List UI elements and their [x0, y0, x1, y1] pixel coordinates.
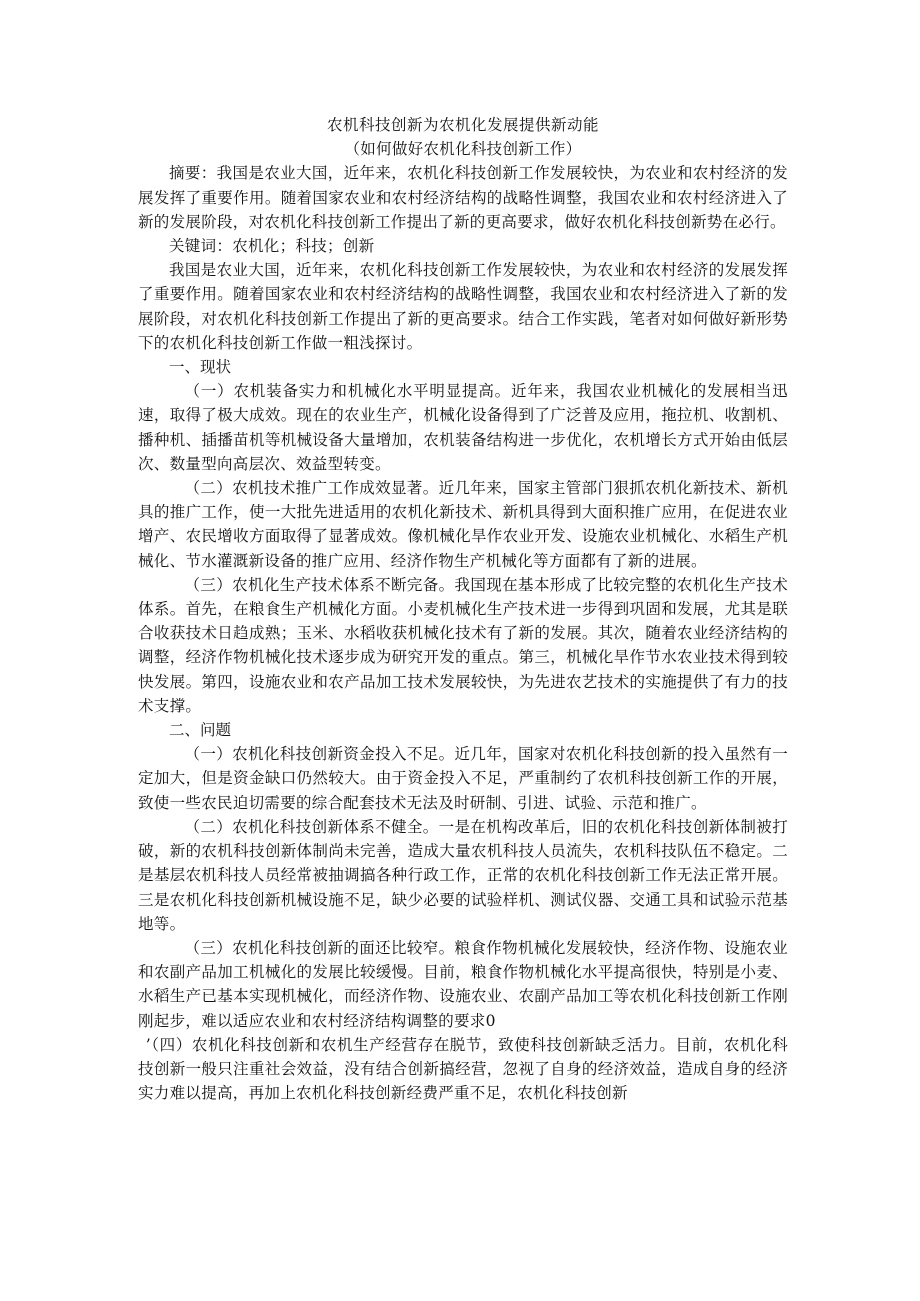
- document-title: 农机科技创新为农机化发展提供新动能: [326, 116, 599, 134]
- section-heading-status: 一、现状: [169, 358, 232, 377]
- section-heading-problems: 二、问题: [169, 721, 232, 740]
- status-item-1: （一）农机装备实力和机械化水平明显提高。近年来，我国农业机械化的发展相当迅速，取得了极大成效。现在的农业生产，机械化设备得到了广泛普及应用，拖拉机、收割机、播种机、插播苗机等机械设备大量增加，农机装备结构进一步优化，农机增长方式开始由低层次、数量型向高层次、效益型转变。: [138, 382, 788, 473]
- document-subtitle: （如何做好农机化科技创新工作）: [344, 140, 582, 159]
- status-item-3: （三）农机化生产技术体系不断完备。我国现在基本形成了比较完整的农机化生产技术体系。首先，在粮食生产机械化方面。小麦机械化生产技术进一步得到巩固和发展，尤其是联合收获技术日趋成熟；玉米、水稻收获机械化技术有了新的发展。其次，随着农业经济结构的调整，经济作物机械化技术逐步成为研究开发的重点。第三，机械化旱作节水农业技术得到较快发展。第四，设施农业和农产品加工技术发展较快，为先进农艺技术的实施提供了有力的技术支撑。: [138, 575, 788, 715]
- problem-item-2: （二）农机化科技创新体系不健全。一是在机构改革后，旧的农机化科技创新体制被打破，新的农机科技创新体制尚未完善，造成大量农机科技人员流失，农机科技队伍不稳定。二是基层农机科技人员经常被抽调搞各种行政工作，正常的农机化科技创新工作无法正常开展。三是农机化科技创新机械设施不足，缺少必要的试验样机、测试仪器、交通工具和试验示范基地等。: [138, 817, 788, 933]
- problem-item-4: ’（四）农机化科技创新和农机生产经营存在脱节，致使科技创新缺乏活力。目前，农机化科技创新一般只注重社会效益，没有结合创新搞经营，忽视了自身的经济效益，造成自身的经济实力难以提高，再加上农机化科技创新经费严重不足，农机化科技创新: [138, 1035, 788, 1103]
- problem-item-1: （一）农机化科技创新资金投入不足。近几年，国家对农机化科技创新的投入虽然有一定加大，但是资金缺口仍然较大。由于资金投入不足，严重制约了农机科技创新工作的开展，致使一些农民迫切需要的综合配套技术无法及时研制、引进、试验、示范和推广。: [138, 745, 788, 812]
- abstract-paragraph: 摘要：我国是农业大国，近年来，农机化科技创新工作发展较快，为农业和农村经济的发展发挥了重要作用。随着国家农业和农村经济结构的战略性调整，我国农业和农村经济进入了新的发展阶段，对农机化科技创新工作提出了新的更高要求，做好农机化科技创新势在必行。: [138, 164, 788, 231]
- document-body: [138, 113, 788, 1105]
- keywords-line: 关键词：农机化；科技；创新: [169, 237, 375, 256]
- problem-item-3: （三）农机化科技创新的面还比较窄。粮食作物机械化发展较快，经济作物、设施农业和农副产品加工机械化的发展比较缓慢。目前，粮食作物机械化水平提高很快，特别是小麦、水稻生产已基本实现机械化，而经济作物、设施农业、农副产品加工等农机化科技创新工作刚刚起步，难以适应农业和农村经济结构调整的要求0: [138, 938, 788, 1030]
- intro-paragraph: 我国是农业大国，近年来，农机化科技创新工作发展较快，为农业和农村经济的发展发挥了重要作用。随着国家农业和农村经济结构的战略性调整，我国农业和农村经济进入了新的发展阶段，对农机化科技创新工作提出了新的更高要求。结合工作实践，笔者对如何做好新形势下的农机化科技创新工作做一粗浅探讨。: [138, 261, 788, 352]
- status-item-2: （二）农机技术推广工作成效显著。近几年来，国家主管部门狠抓农机化新技术、新机具的推广工作，使一大批先进适用的农机化新技术、新机具得到大面积推广应用，在促进农业增产、农民增收方面取得了显著成效。像机械化旱作农业开发、设施农业机械化、水稻生产机械化、节水灌溉新设备的推广应用、经济作物生产机械化等方面都有了新的进展。: [138, 479, 788, 570]
